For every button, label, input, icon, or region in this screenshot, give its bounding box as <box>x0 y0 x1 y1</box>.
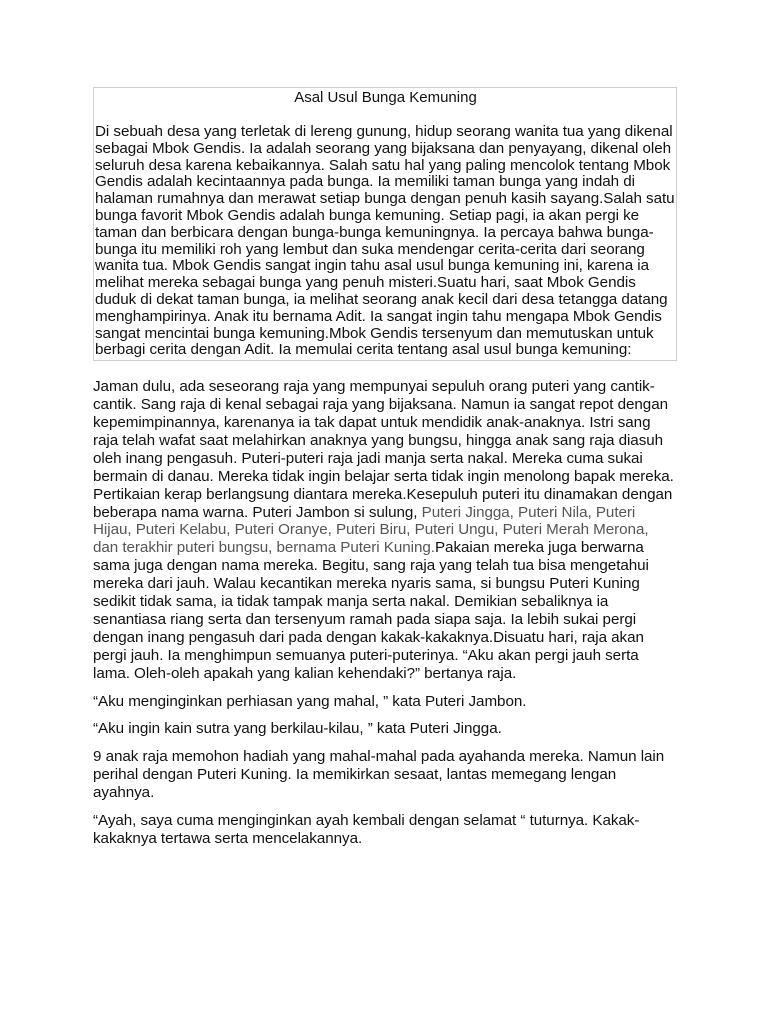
intro-box <box>93 87 677 361</box>
story-text-part2: Pakaian mereka juga berwarna sama juga dengan nama mereka. Begitu, sang raja yang telah tua bisa mengetahui mereka dari jauh. Walau kecantikan mereka nyaris sama, si bungsu Puteri Kuning sedikit tidak sama, ia tidak tampak manja serta nakal. Demikian sebaliknya ia senantiasa riang serta dan tersenyum ramah pada siapa saja. Ia lebih sukai pergi dengan inang pengasuh dari pada dengan kakak-kakaknya.Disuatu hari, raja akan pergi jauh. Ia menghimpun semuanya puteri-puterinya. “Aku akan pergi jauh serta lama. Oleh-oleh apakah yang kalian kehendaki?” bertanya raja. <box>93 539 649 682</box>
document-title: Asal Usul Bunga Kemuning <box>294 89 477 106</box>
dialog-paragraph-jambon: “Aku menginginkan perhiasan yang mahal, ” kata Puteri Jambon. <box>93 692 527 710</box>
paragraph-nine-children: 9 anak raja memohon hadiah yang mahal-mahal pada ayahanda mereka. Namun lain perihal dengan Puteri Kuning. Ia memikirkan sesaat, lantas memegang lengan ayahnya. <box>93 748 665 802</box>
story-text-part1: Jaman dulu, ada seseorang raja yang mempunyai sepuluh orang puteri yang cantik-cantik. Sang raja di kenal sebagai raja yang bijaksana. Namun ia sangat repot dengan kepemimpinannya, karenanya ia tak dapat untuk mendidik anak-anaknya. Istri sang raja telah wafat saat melahirkan anaknya yang bungsu, hingga anak sang raja diasuh oleh inang pengasuh. Puteri-puteri raja jadi manja serta nakal. Mereka cuma sukai bermain di danau. Mereka tidak ingin belajar serta tidak ingin menolong bapak mereka. Pertikaian kerap berlangsung diantara mereka.Kesepuluh puteri itu dinamakan dengan beberapa nama warna. Puteri Jambon si sulung, <box>93 378 674 521</box>
princess-names: Puteri Jingga, Puteri Nila, Puteri Hijau, Puteri Kelabu, Puteri Oranye, Puteri Biru, Puteri Ungu, Puteri Merah Merona, dan terakhir puteri bungsu, bernama Puteri Kuning. <box>93 503 649 557</box>
dialog-paragraph-jingga: “Aku ingin kain sutra yang berkilau-kilau, ” kata Puteri Jingga. <box>93 720 502 738</box>
paragraph-puteri-kuning: “Ayah, saya cuma menginginkan ayah kembali dengan selamat “ tuturnya. Kakak-kakaknya tertawa serta mencelakannya. <box>93 812 640 847</box>
document-page <box>93 87 677 848</box>
story-paragraph <box>93 378 677 682</box>
intro-paragraph: Di sebuah desa yang terletak di lereng gunung, hidup seorang wanita tua yang dikenal sebagai Mbok Gendis. Ia adalah seorang yang bijaksana dan penyayang, dikenal oleh seluruh desa karena kebaikannya. Salah satu hal yang paling mencolok tentang Mbok Gendis adalah kecintaannya pada bunga. Ia memiliki taman bunga yang indah di halaman rumahnya dan merawat setiap bunga dengan penuh kasih sayang.Salah satu bunga favorit Mbok Gendis adalah bunga kemuning. Setiap pagi, ia akan pergi ke taman dan berbicara dengan bunga-bunga kemuningnya. Ia percaya bahwa bunga-bunga itu memiliki roh yang lembut dan suka mendengar cerita-cerita dari seorang wanita tua. Mbok Gendis sangat ingin tahu asal usul bunga kemuning ini, karena ia melihat mereka sebagai bunga yang penuh misteri.Suatu hari, saat Mbok Gendis duduk di dekat taman bunga, ia melihat seorang anak kecil dari desa tetangga datang menghampirinya. Anak itu bernama Adit. Ia sangat ingin tahu mengapa Mbok Gendis sangat mencintai bunga kemuning.Mbok Gendis tersenyum dan memutuskan untuk berbagi cerita dengan Adit. Ia memulai cerita tentang asal usul bunga kemuning: <box>95 123 675 359</box>
